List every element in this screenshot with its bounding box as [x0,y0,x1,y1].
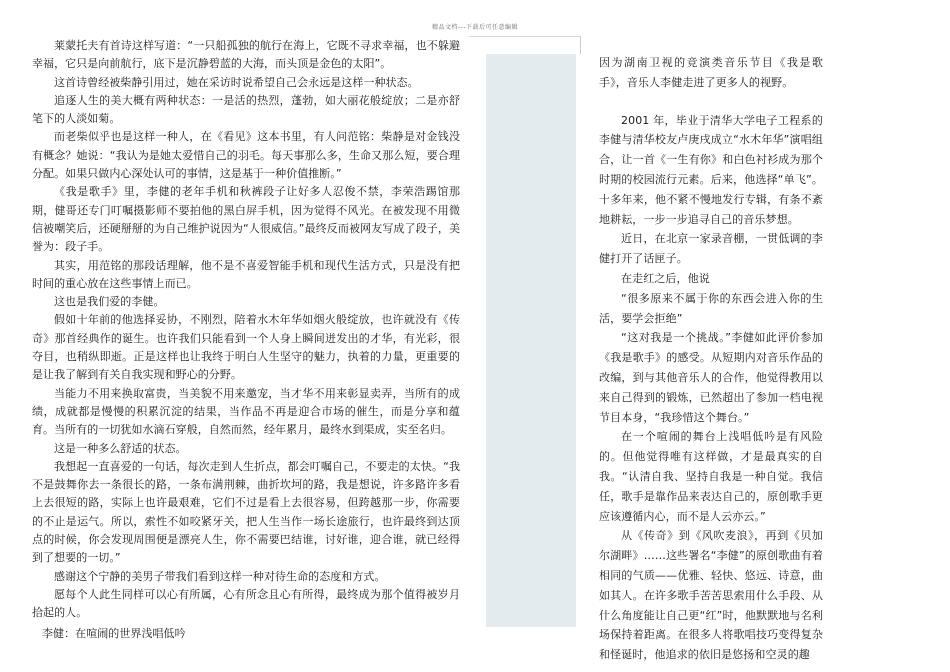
gutter-shaded-block [486,54,576,627]
paragraph: 莱蒙托夫有首诗这样写道：“一只船孤独的航行在海上，它既不寻求幸福，也不躲避幸福，它只是向前航行，底下是沉静碧蓝的大海，而头顶是金色的太阳”。 [32,39,460,71]
paragraph: 在一个喧闹的舞台上浅唱低吟是有风险的。但他觉得唯有这样做，才是最真实的自我。“认清自我、坚持自我是一种自觉。我信任，歌手是靠作品来表达自己的，原创歌手更应该遵循内心，而不是人云亦云。” [599,430,823,523]
paragraph: 《我是歌手》里，李健的老年手机和秋裤段子让好多人忍俊不禁，李荣浩踢馆那期，健哥还专门叮嘱摄影师不要拍他的黑白屏手机，因为觉得不风光。在被发现不用微信被嘲笑后，还硬掰掰的为自己维护说因为“人很威信。”最终反而被网友写成了段子，美誉为：段子手。 [32,185,460,254]
paragraph: 感谢这个宁静的美男子带我们看到这样一种对待生命的态度和方式。 [54,569,386,583]
paragraph: 我想起一直喜爱的一句话，每次走到人生折点，都会叮嘱自己，不要走的太快。“我不是鼓舞你去一条很长的路，一条布满荆棘，曲折坎坷的路，我是想说，许多路许多看上去很短的路，实际上也许最艰难，它们不过是看上去很容易，但跨越那一步，你需要的不止是运气。所以，索性不如咬紧牙关，把人生当作一场长途旅行，也许最终到达顶点的时候，你会发现周围便是漂亮人生，你不需要巴结谁，讨好谁，迎合谁，就已经得到了想要的一切。” [32,459,460,565]
left-text-column [32,37,460,640]
paragraph: 因为湖南卫视的竞演类音乐节目《我是歌手》，音乐人李健走进了更多人的视野。 [599,56,823,89]
paragraph: 这是一种多么舒适的状态。 [54,441,187,455]
paragraph: “这对我是一个挑战。”李健如此评价参加《我是歌手》的感受。从短期内对音乐作品的改编，到与其他音乐人的合作，他觉得教用以来自己得到的锻炼，已然超出了参加一档电视节目本身，“我珍惜这个舞台。” [599,331,823,424]
paragraph: 近日，在北京一家录音棚，一贯低调的李健打开了话匣子。 [599,232,823,266]
paragraph: 这首诗曾经被柴静引用过，她在采访时说希望自己会永远是这样一种状态。 [54,75,419,89]
paragraph: 从《传奇》到《风吹麦浪》，再到《贝加尔湖畔》……这些署名“李健”的原创歌曲有着相同的气质——优雅、轻快、悠远、诗意，曲如其人。在许多歌手苦苦思索用什么手段、从什么角度能让自己更“红”时，他默默地与名利场保持着距离。在很多人将歌唱技巧变得复杂和怪诞时，他追求的依旧是悠扬和空灵的趣 [599,529,823,662]
gutter-divider [469,36,581,37]
paragraph: 当能力不用来换取富贵，当美貌不用来邀宠，当才华不用来彰显卖弄，当所有的成绩，成就都是慢慢的积累沉淀的结果，当作品不再是迎合市场的催生，而是分享和蕴育。当所有的一切犹如水滴石穿般，自然而然，经年累月，最终水到渠成，实至名归。 [32,386,460,437]
paragraph: “很多原来不属于你的东西会进入你的生活，要学会拒绝” [599,291,823,325]
paragraph: 李健：在喧闹的世界浅唱低吟 [42,626,186,640]
paragraph: 2001 年，毕业于清华大学电子工程系的李健与清华校友卢庚戌成立“水木年华”演唱组合，让一首《一生有你》和白色衬衫成为那个时期的校园流行元素。后来，他选择“单飞”。十多年来，他不紧不慢地发行专辑，有条不紊地耕耘，一步一步追寻自己的音乐梦想。 [599,113,823,226]
paragraph: 愿每个人此生同样可以心有所属，心有所念且心有所得，最终成为那个值得被岁月拾起的人。 [32,587,460,620]
right-text-column [599,53,823,662]
paragraph: 假如十年前的他选择妥协，不刚烈，陪着水木年华如烟火般绽放，也许就没有《传奇》那首经典作的诞生。也许我们只能看到一个人身上瞬间迸发出的才华，有光彩，很夺目，也稍纵即逝。正是这样也让我终于明白人生坚守的魅力，执着的力量，更重要的是让我了解到有关自我实现和野心的分野。 [32,313,460,382]
paragraph: 而老柴似乎也是这样一种人，在《看见》这本书里，有人问范铭：柴静是对金钱没有概念？她说：“我认为是她太爱惜自己的羽毛。每天事那么多，生命又那么短，要合理分配。如果只做内心深处认可的事情，这是基于一种价值推断。” [32,130,460,181]
page-header: 精品文档---下载后可任意编辑 [432,24,518,31]
paragraph: 在走红之后，他说 [621,271,710,285]
paragraph: 其实，用范铭的那段话理解，他不是不喜爱智能手机和现代生活方式，只是没有把时间的重心放在这些事情上而已。 [32,258,460,290]
gutter-gap [460,610,486,640]
gutter-edge-mark [580,36,581,54]
paragraph: 追逐人生的美大概有两种状态：一是活的热烈，蓬勃，如大丽花般绽放；二是亦舒笔下的人淡如菊。 [32,93,460,126]
paragraph: 这也是我们爱的李健。 [54,295,165,309]
